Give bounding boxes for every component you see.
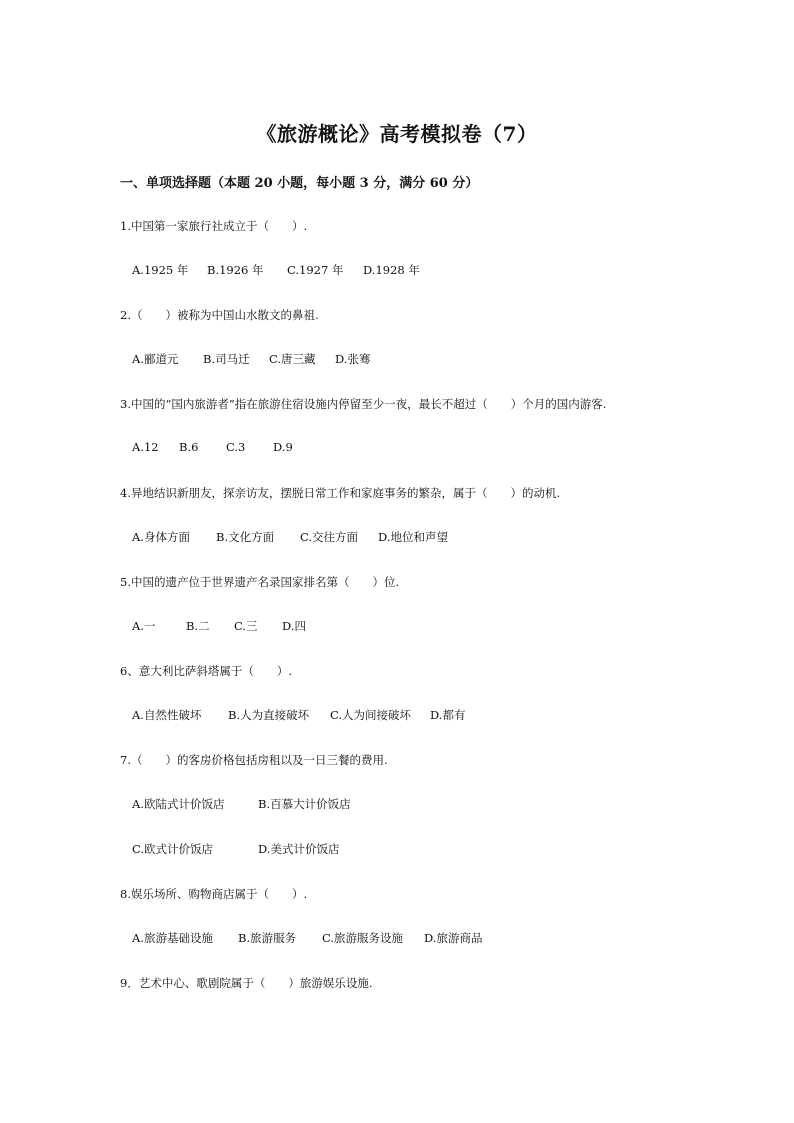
option: B.人为直接破坏 xyxy=(228,708,310,722)
option: A.自然性破坏 xyxy=(132,708,202,722)
option: B.1926 年 xyxy=(207,263,264,277)
option: D.1928 年 xyxy=(363,263,420,277)
option: C.欧式计价饭店 xyxy=(132,842,214,856)
question-1: 1.中国第一家旅行社成立于（ ）. xyxy=(120,219,308,233)
options-7-row-2 xyxy=(132,841,339,857)
option: A.旅游基础设施 xyxy=(132,931,213,945)
options-7-row-1 xyxy=(132,796,351,812)
option: A.郦道元 xyxy=(132,352,179,366)
question-8: 8.娱乐场所、购物商店属于（ ）. xyxy=(120,887,308,901)
option: C.1927 年 xyxy=(287,263,344,277)
option: B.百慕大计价饭店 xyxy=(258,797,351,811)
question-2: 2.（ ）被称为中国山水散文的鼻祖. xyxy=(120,308,319,322)
option: C.三 xyxy=(234,619,258,633)
option: D.四 xyxy=(282,619,306,633)
options-4 xyxy=(132,529,448,545)
option: B.6 xyxy=(179,440,199,454)
option: D.地位和声望 xyxy=(378,530,448,544)
options-2 xyxy=(132,351,370,367)
option: B.二 xyxy=(186,619,210,633)
question-3: 3.中国的“国内旅游者”指在旅游住宿设施内停留至少一夜，最长不超过（ ）个月的国内游客. xyxy=(120,397,607,411)
question-5: 5.中国的遗产位于世界遗产名录国家排名第（ ）位. xyxy=(120,575,400,589)
options-3 xyxy=(132,440,293,454)
option: C.人为间接破坏 xyxy=(330,708,412,722)
question-7: 7.（ ）的客房价格包括房租以及一日三餐的费用. xyxy=(120,753,388,767)
option: D.都有 xyxy=(430,708,466,722)
option: B.旅游服务 xyxy=(238,931,297,945)
option: C.3 xyxy=(226,440,246,454)
options-1 xyxy=(132,262,420,278)
section-heading: 一、单项选择题（本题 20 小题，每小题 3 分，满分 60 分） xyxy=(120,176,479,191)
option: C.交往方面 xyxy=(300,530,359,544)
option: D.张骞 xyxy=(335,352,371,366)
question-6: 6、意大利比萨斜塔属于（ ）. xyxy=(120,664,292,678)
option: C.唐三藏 xyxy=(269,352,316,366)
option: D.美式计价饭店 xyxy=(258,842,340,856)
option: D.旅游商品 xyxy=(424,931,483,945)
option: B.文化方面 xyxy=(216,530,275,544)
option: A.一 xyxy=(132,619,156,633)
option: A.1925 年 xyxy=(132,263,189,277)
option: B.司马迁 xyxy=(203,352,250,366)
option: A.身体方面 xyxy=(132,530,190,544)
page-title: 《旅游概论》高考模拟卷（7） xyxy=(256,122,538,146)
option: D.9 xyxy=(273,440,293,454)
options-8 xyxy=(132,930,482,946)
option: C.旅游服务设施 xyxy=(322,931,404,945)
question-9: 9．艺术中心、歌剧院属于（ ）旅游娱乐设施. xyxy=(120,976,373,990)
option: A.欧陆式计价饭店 xyxy=(132,797,225,811)
option: A.12 xyxy=(132,440,159,454)
options-6 xyxy=(132,707,465,723)
options-5 xyxy=(132,618,306,634)
question-4: 4.异地结识新朋友，探亲访友，摆脱日常工作和家庭事务的繁杂，属于（ ）的动机. xyxy=(120,486,561,500)
